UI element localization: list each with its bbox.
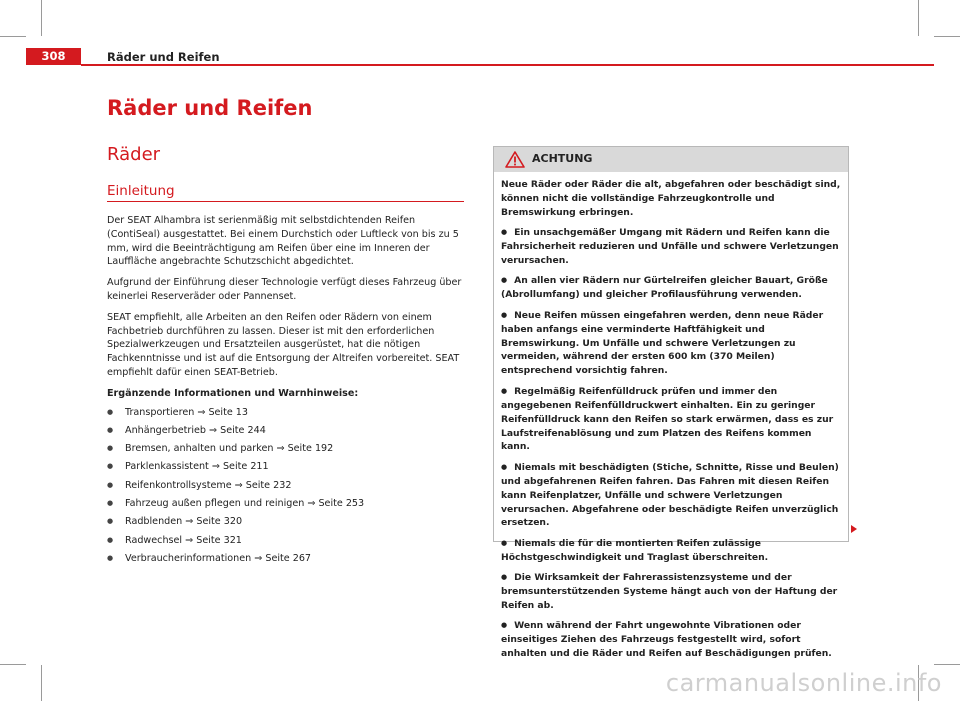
bullet-icon: ● <box>501 621 508 630</box>
chapter-subtitle: Räder <box>107 144 161 165</box>
crop-mark <box>0 36 26 37</box>
list-item[interactable]: ● Fahrzeug außen pflegen und reinigen ⇒ Seite 253 <box>107 497 467 511</box>
crop-mark <box>934 36 960 37</box>
crop-mark <box>41 0 42 36</box>
warning-item: ● Regelmäßig Reifenfülldruck prüfen und immer den angegebenen Reifenfülldruckwert einhalten. Ein zu geringer Reifenfülldruck kann den Reifen so stark erwärmen, dass es zur Laufstreifenablösung und zum Platzen des Reifens kommen kann. <box>501 385 834 453</box>
crop-mark <box>934 664 960 665</box>
crop-mark <box>0 664 26 665</box>
section-rule <box>107 201 464 202</box>
info-heading: Ergänzende Informationen und Warnhinweise: <box>107 387 359 399</box>
bullet-icon: ● <box>501 386 508 395</box>
list-item[interactable]: ● Bremsen, anhalten und parken ⇒ Seite 192 <box>107 442 467 456</box>
crop-mark <box>918 0 919 36</box>
warning-body <box>494 172 848 661</box>
list-item[interactable]: ● Verbraucherinformationen ⇒ Seite 267 <box>107 552 467 566</box>
warning-item: ● An allen vier Rädern nur Gürtelreifen gleicher Bauart, Größe (Abrollumfang) und gleicher Profilausführung verwenden. <box>501 275 828 301</box>
warning-title: ACHTUNG <box>532 152 593 165</box>
warning-item: ● Neue Reifen müssen eingefahren werden, denn neue Räder haben anfangs eine verminderte Haftfähigkeit und Bremswirkung. Um Unfälle und schwere Verletzungen zu vermeiden, während der ersten 600 km (370 Meilen) entsprechend vorsichtig fahren. <box>501 309 824 377</box>
warning-item: ● Niemals die für die montierten Reifen zulässige Höchstgeschwindigkeit und Traglast überschreiten. <box>501 537 769 563</box>
warning-item: ● Die Wirksamkeit der Fahrerassistenzsysteme und der bremsunterstützenden Systeme hängt auch von der Haftung der Reifen ab. <box>501 572 838 611</box>
continue-arrow-icon <box>851 525 857 533</box>
list-item[interactable]: ● Radwechsel ⇒ Seite 321 <box>107 534 467 548</box>
warning-item: ● Niemals mit beschädigten (Stiche, Schnitte, Risse und Beulen) und abgefahrenen Reifen fahren. Das Fahren mit diesen Reifen kann Reifenplatzer, Unfälle und schwere Verletzungen verursachen. Abgefahrene oder beschädigte Reifen unverzüglich ersetzen. <box>501 461 839 529</box>
warning-box <box>493 146 849 660</box>
bullet-icon: ● <box>501 538 508 547</box>
left-column <box>107 214 467 570</box>
intro-paragraph: SEAT empfiehlt, alle Arbeiten an den Reifen oder Rädern von einem Fachbetrieb durchführen zu lassen. Dieser ist mit den erforderlichen Spezialwerkzeugen und Ersatzteilen ausgerüstet, hat die nötigen Fachkenntnisse und ist auf die Entsorgung der Altreifen vorbereitet. SEAT empfiehlt dafür einen SEAT-Betrieb. <box>107 311 460 378</box>
bullet-icon: ● <box>501 276 508 285</box>
running-title: Räder und Reifen <box>107 50 220 64</box>
list-item[interactable]: ● Reifenkontrollsysteme ⇒ Seite 232 <box>107 479 467 493</box>
watermark: carmanualsonline.info <box>665 669 942 697</box>
bullet-icon: ● <box>501 573 508 582</box>
warning-triangle-icon <box>505 151 525 168</box>
bullet-icon: ● <box>501 310 508 319</box>
bullet-icon: ● <box>501 228 508 237</box>
page-number: 308 <box>26 48 81 65</box>
list-item[interactable]: ● Transportieren ⇒ Seite 13 <box>107 406 467 420</box>
bullet-icon: ● <box>501 462 508 471</box>
section-title: Einleitung <box>107 183 175 199</box>
info-list <box>107 406 467 566</box>
crop-mark <box>41 665 42 701</box>
intro-paragraph: Der SEAT Alhambra ist serienmäßig mit selbstdichtenden Reifen (ContiSeal) ausgestattet. Bei einem Durchstich oder Luftleck von bis zu 5 mm, wird die Beeinträchtigung am Reifen über eine im Inneren der Lauffläche angebrachte Schutzschicht abgedichtet. <box>107 215 459 268</box>
warning-item: ● Ein unsachgemäßer Umgang mit Rädern und Reifen kann die Fahrsicherheit reduzieren und Unfälle und schwere Verletzungen verursachen. <box>501 227 839 267</box>
list-item[interactable]: ● Parklenkassistent ⇒ Seite 211 <box>107 460 467 474</box>
header-rule <box>81 64 934 66</box>
warning-item: ● Wenn während der Fahrt ungewohnte Vibrationen oder einseitiges Ziehen des Fahrzeugs festgestellt wird, sofort anhalten und die Räder und Reifen auf Beschädigungen prüfen. <box>501 620 832 660</box>
intro-paragraph: Aufgrund der Einführung dieser Technologie verfügt dieses Fahrzeug über keinerlei Reserveräder oder Pannenset. <box>107 277 462 302</box>
list-item[interactable]: ● Radblenden ⇒ Seite 320 <box>107 515 467 529</box>
page-title: Räder und Reifen <box>107 96 313 120</box>
list-item[interactable]: ● Anhängerbetrieb ⇒ Seite 244 <box>107 424 467 438</box>
warning-header <box>494 147 848 172</box>
warning-intro: Neue Räder oder Räder die alt, abgefahren oder beschädigt sind, können nicht die vollständige Fahrzeugkontrolle und Bremswirkung erbringen. <box>501 179 841 218</box>
